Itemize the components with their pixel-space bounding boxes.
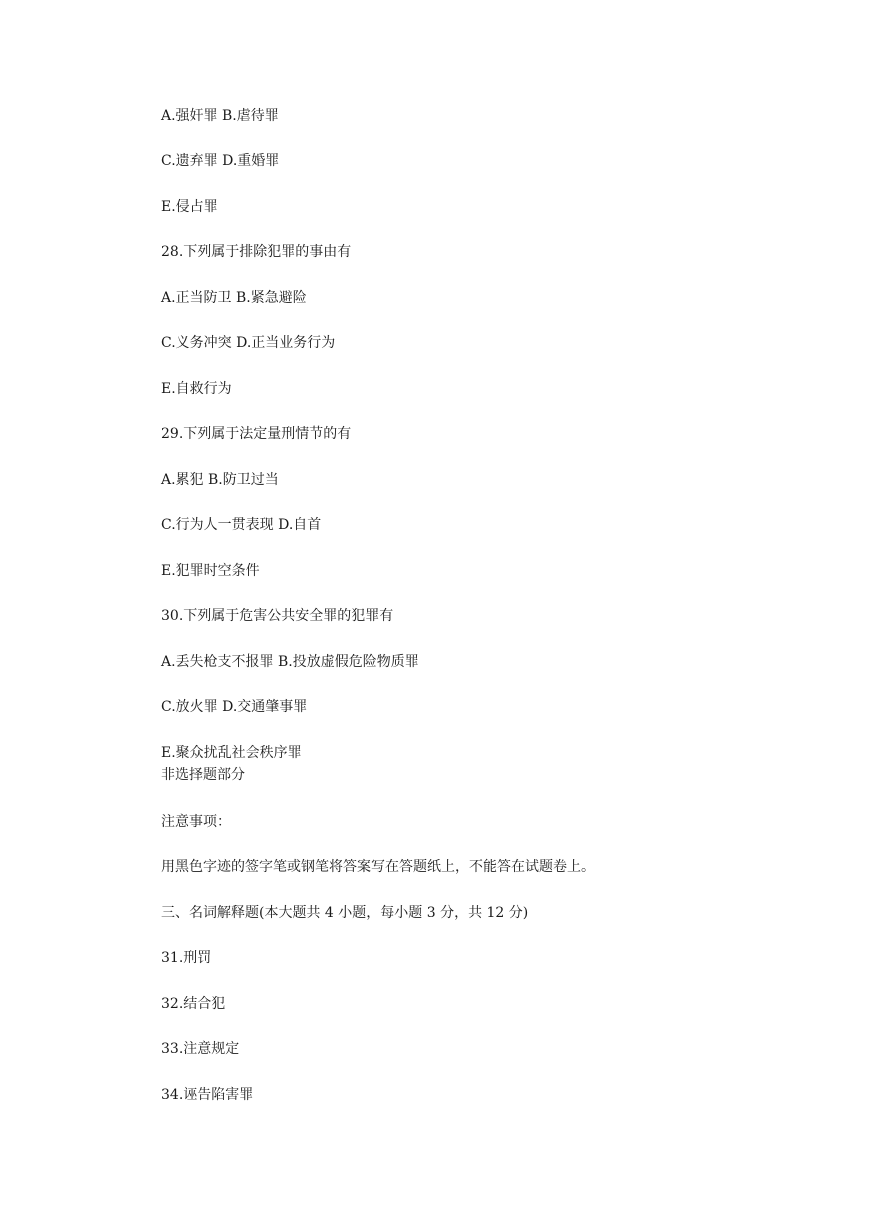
q28-options-cd: C.义务冲突 D.正当业务行为 — [161, 335, 336, 351]
q27-options-ab: A.强奸罪 B.虐待罪 — [161, 108, 279, 124]
q30-question: 30.下列属于危害公共安全罪的犯罪有 — [161, 608, 394, 624]
section-three-heading: 三、名词解释题(本大题共 4 小题，每小题 3 分，共 12 分) — [161, 905, 529, 921]
q33-term: 33.注意规定 — [161, 1041, 240, 1057]
q30-options-ab: A.丢失枪支不报罪 B.投放虚假危险物质罪 — [161, 654, 419, 670]
q29-options-cd: C.行为人一贯表现 D.自首 — [161, 517, 322, 533]
q28-question: 28.下列属于排除犯罪的事由有 — [161, 244, 352, 260]
q29-option-e: E.犯罪时空条件 — [161, 563, 260, 579]
q27-options-cd: C.遗弃罪 D.重婚罪 — [161, 153, 280, 169]
q28-option-e: E.自救行为 — [161, 381, 232, 397]
notice-text: 用黑色字迹的签字笔或钢笔将答案写在答题纸上，不能答在试题卷上。 — [161, 859, 595, 875]
q30-option-e: E.聚众扰乱社会秩序罪 — [161, 745, 302, 761]
q31-term: 31.刑罚 — [161, 950, 212, 966]
notice-heading: 注意事项： — [161, 814, 231, 830]
q28-options-ab: A.正当防卫 B.紧急避险 — [161, 290, 307, 306]
q34-term: 34.诬告陷害罪 — [161, 1087, 254, 1103]
q29-question: 29.下列属于法定量刑情节的有 — [161, 426, 352, 442]
section-heading-non-choice: 非选择题部分 — [161, 767, 245, 783]
q30-options-cd: C.放火罪 D.交通肇事罪 — [161, 699, 308, 715]
q29-options-ab: A.累犯 B.防卫过当 — [161, 472, 279, 488]
q32-term: 32.结合犯 — [161, 996, 226, 1012]
q27-option-e: E.侵占罪 — [161, 199, 218, 215]
